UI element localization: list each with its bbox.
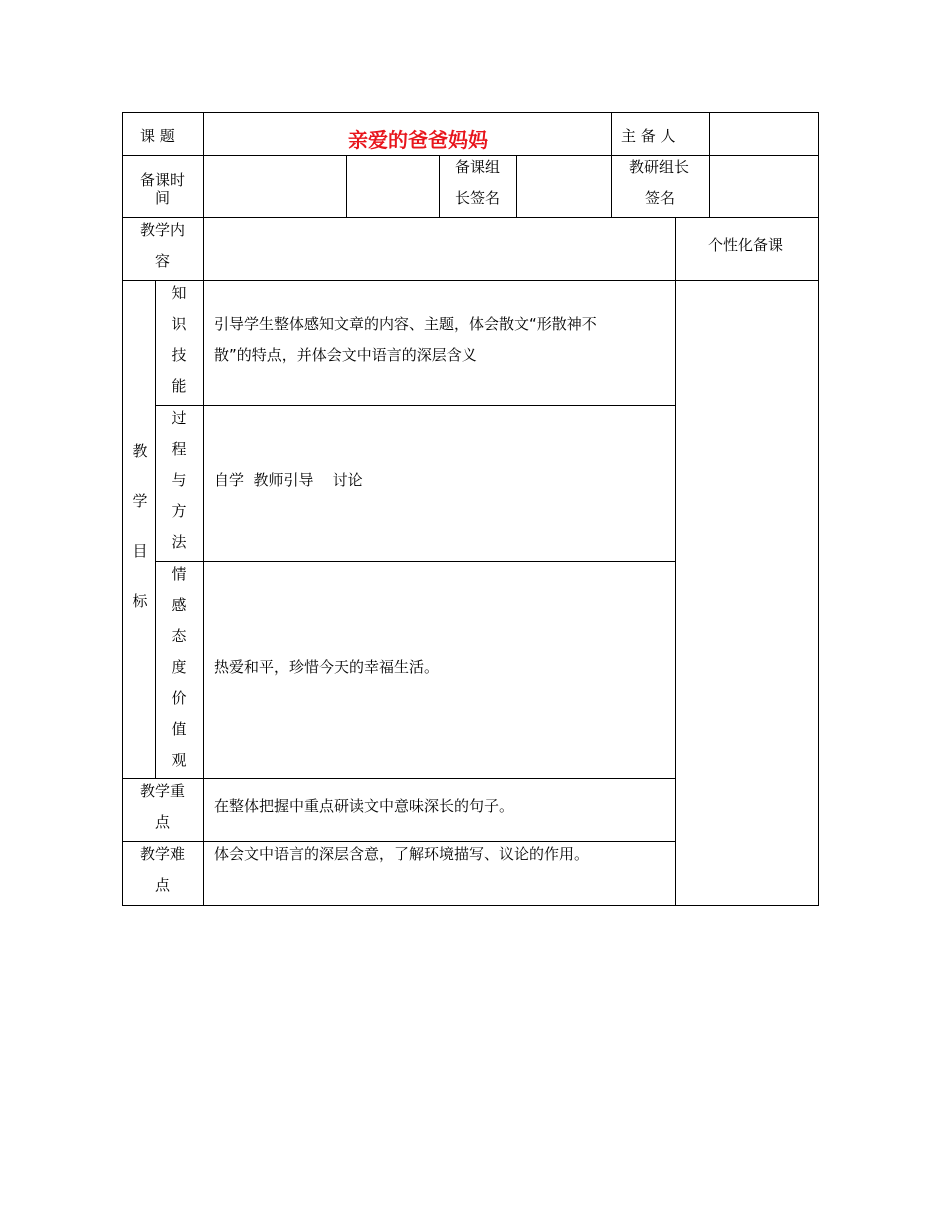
process-char: 程 [171, 440, 187, 458]
emotion-char: 感 [171, 596, 187, 614]
objectives-char: 学 [132, 492, 148, 510]
prep-time-label-line2: 间 [155, 189, 171, 207]
emotion-char: 度 [171, 658, 187, 676]
difficult-points-text: 体会文中语言的深层含意，了解环境描写、议论的作用。 [214, 845, 590, 863]
objectives-char: 标 [132, 592, 148, 610]
process-char: 法 [171, 533, 187, 551]
emotion-char: 态 [171, 627, 187, 645]
group-leader-sign-label-line2: 长签名 [455, 189, 501, 207]
research-leader-sign-label-line2: 签名 [645, 189, 676, 207]
content-label-line2: 容 [155, 252, 171, 270]
objectives-char: 教 [132, 442, 148, 460]
emotion-char: 情 [171, 565, 187, 583]
emotion-char: 值 [171, 720, 187, 738]
personalized-prep-label: 个性化备课 [708, 236, 784, 254]
process-char: 与 [171, 471, 187, 489]
emotion-char: 价 [171, 689, 187, 707]
knowledge-char: 能 [171, 377, 187, 395]
process-char: 过 [171, 409, 187, 427]
prep-time-label: 备课时 [140, 171, 186, 189]
emotion-char: 观 [171, 751, 187, 769]
topic-label: 课 题 [140, 127, 175, 145]
content-label: 教学内 [140, 221, 186, 239]
process-char: 方 [171, 502, 187, 520]
key-points-label: 教学重 [140, 782, 186, 800]
knowledge-char: 识 [171, 315, 187, 333]
key-points-text: 在整体把握中重点研读文中意味深长的句子。 [214, 797, 515, 815]
lesson-title: 亲爱的爸爸妈妈 [348, 128, 488, 152]
preparer-label: 主 备 人 [621, 127, 676, 145]
knowledge-text-line2: 散”的特点，并体会文中语言的深层含义 [214, 346, 477, 364]
knowledge-char: 技 [171, 346, 187, 364]
difficult-points-label-line2: 点 [155, 876, 171, 894]
research-leader-sign-label: 教研组长 [629, 158, 690, 176]
objectives-char: 目 [132, 542, 148, 560]
process-text: 自学 教师引导 讨论 [214, 471, 363, 489]
group-leader-sign-label: 备课组 [455, 158, 501, 176]
difficult-points-label: 教学难 [140, 845, 186, 863]
key-points-label-line2: 点 [155, 813, 171, 831]
emotion-text: 热爱和平，珍惜今天的幸福生活。 [214, 658, 440, 676]
knowledge-text-line1: 引导学生整体感知文章的内容、主题，体会散文“形散神不 [214, 315, 597, 333]
knowledge-char: 知 [171, 284, 187, 302]
